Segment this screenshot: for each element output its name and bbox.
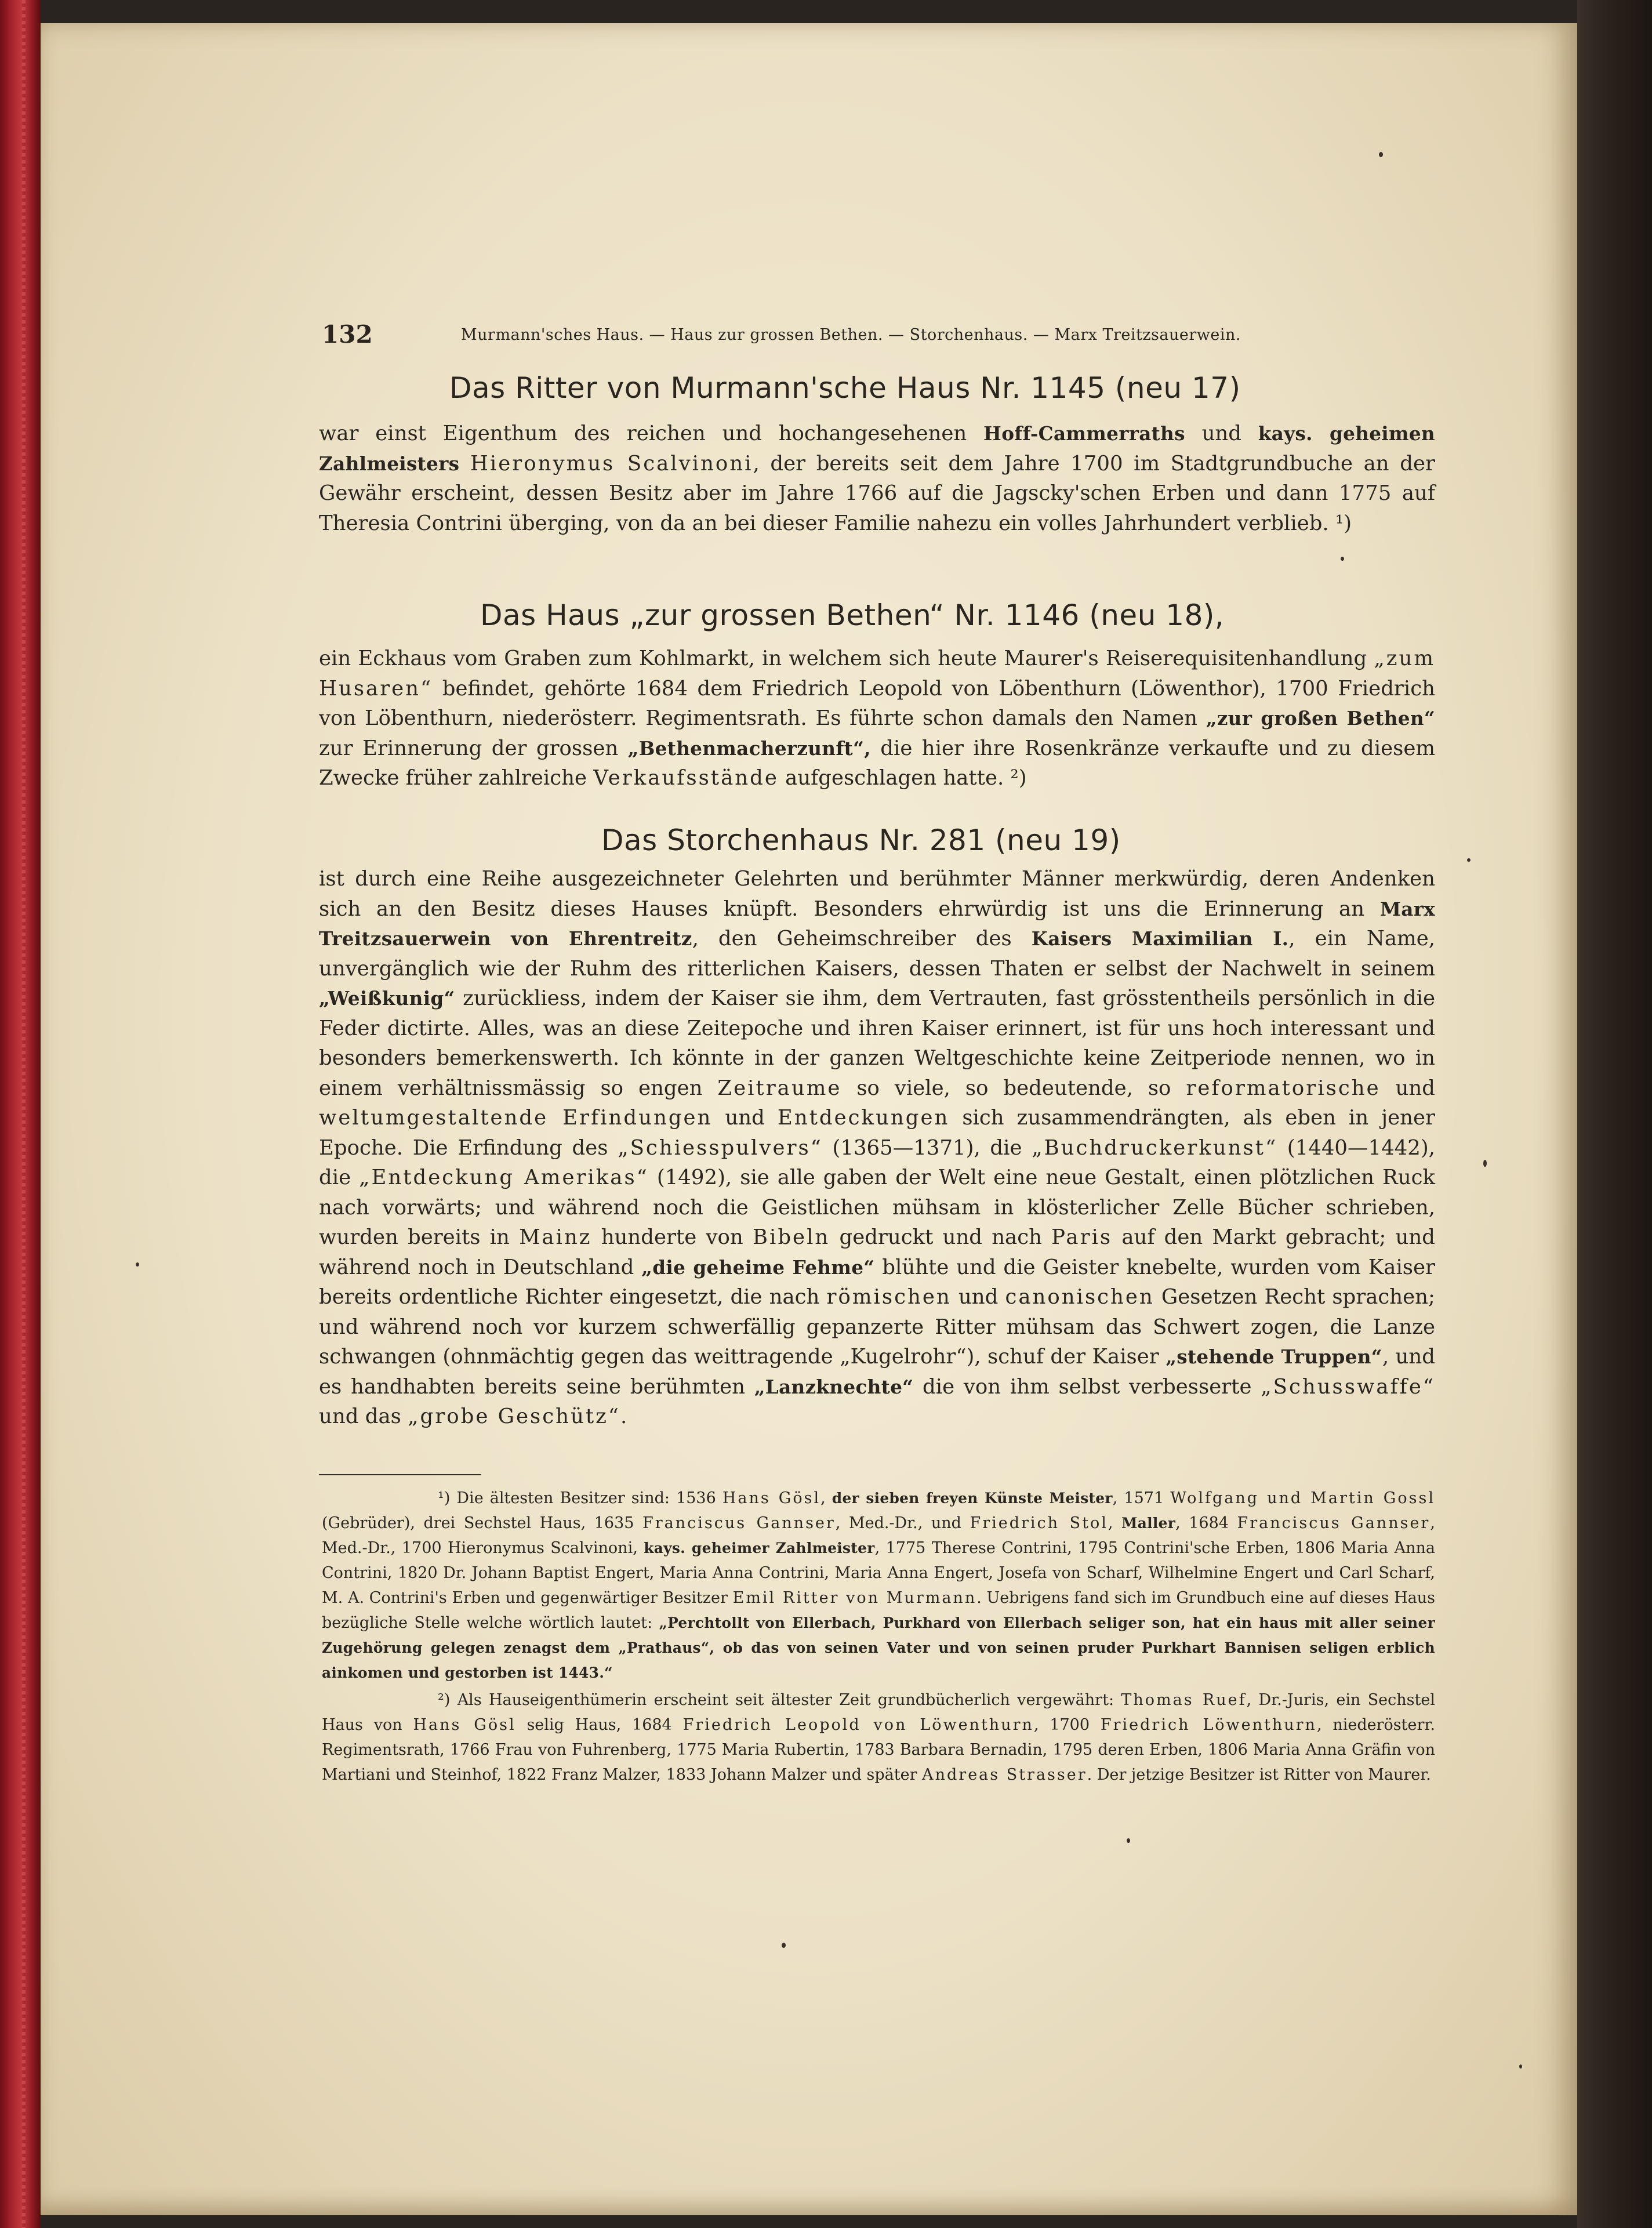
spaced-run: Paris: [1051, 1225, 1113, 1249]
text-run: selig Haus, 1684: [527, 1716, 672, 1734]
paper-speck: [1483, 1160, 1487, 1167]
blackletter-run: „Bethenmacherzunft“,: [627, 736, 871, 760]
text-run: auf den Markt gebracht; und während noch in Deutschland: [319, 1225, 1435, 1279]
paragraph: [319, 419, 1435, 538]
text-run: und das: [319, 1405, 401, 1428]
text-run: und: [958, 1285, 999, 1309]
paper-speck: [1341, 557, 1344, 561]
book-spine-shadow: [1577, 0, 1652, 2228]
paper-speck: [136, 1262, 139, 1267]
spaced-run: Friedrich Löwenthurn: [1100, 1716, 1317, 1734]
text-run: , 1684: [1175, 1514, 1229, 1532]
text-run: , 1571: [1112, 1489, 1164, 1507]
spaced-run: Verkaufsstände: [593, 766, 779, 790]
text-run: ,: [1108, 1514, 1113, 1532]
paper-speck: [1467, 858, 1471, 862]
spaced-run: Andreas Strasser: [922, 1766, 1087, 1784]
text-run: (1440—1442), die: [319, 1135, 1435, 1189]
spaced-run: römischen: [826, 1285, 952, 1309]
blackletter-run: Marx Treitzsauerwein von Ehrentreitz: [319, 897, 1435, 950]
footnotes: [322, 1486, 1435, 1787]
footnote-2: [322, 1688, 1435, 1787]
text-run: , und es handhabten bereits seine berühmten: [319, 1345, 1435, 1399]
spaced-run: Entdeckungen: [777, 1106, 950, 1130]
blackletter-run: „zur großen Bethen“: [1206, 707, 1435, 730]
text-run: . Der jetzige Besitzer ist Ritter von Maurer.: [1087, 1766, 1431, 1784]
text-run: sich zusammendrängten, als eben in jener Epoche. Die Erfindung des: [319, 1106, 1435, 1160]
section-body-bethen: [319, 644, 1435, 793]
text-run: und: [1395, 1076, 1435, 1100]
text-run: , niederösterr. Regimentsrath, 1766 Frau von Fuhrenberg, 1775 Maria Rubertin, 1783 Barbara Bernadin, 1795 deren Erben, 1806 Maria Anna Gräfin von Martiani und Steinhof, 1822 Franz Malzer, 1833 Johann Malzer und später: [322, 1716, 1435, 1784]
text-run: ein Eckhaus vom Graben zum Kohlmarkt, in welchem sich heute Maurer's Reiserequisitenhandlung: [319, 647, 1367, 670]
book-binding-edge: [0, 0, 41, 2228]
text-run: , den Geheimschreiber des: [692, 927, 1012, 950]
spaced-run: „Buchdruckerkunst“: [1032, 1135, 1278, 1160]
text-run: Gesetzen Recht sprachen; und während noch vor kurzem schwerfällig gepanzerte Ritter mühsam das Schwert zogen, die Lanze schwangen (ohnmächtig gegen das weittragende „Kugelrohr“), schuf der Kaiser: [319, 1285, 1435, 1369]
text-run: , Med.-Dr., und: [835, 1514, 961, 1532]
spaced-run: Wolfgang und Martin Gossl: [1170, 1489, 1435, 1507]
blackletter-run: „Perchtollt von Ellerbach, Purkhard von Ellerbach seliger son, hat ein haus mit aller seiner Zugehörung gelegen zenagst dem „Prathaus“, ob das von seinen Vater und von seinen pruder Purkhart Bannisen seligen erblich ainkomen und gestorben ist 1443.“: [322, 1614, 1435, 1681]
spaced-run: Friedrich Leopold von Löwenthurn: [682, 1716, 1034, 1734]
spaced-run: Hans Gösl: [722, 1489, 821, 1507]
text-run: war einst Eigenthum des reichen und hochangesehenen: [319, 422, 967, 445]
section-heading-storchenhaus: Das Storchenhaus Nr. 281 (neu 19): [601, 823, 1121, 857]
blackletter-run: „Weißkunig“: [319, 987, 455, 1010]
text-run: und: [725, 1106, 765, 1130]
paper-speck: [1519, 2064, 1522, 2069]
spaced-run: „Schusswaffe“: [1261, 1374, 1435, 1399]
text-run: die von ihm selbst verbesserte: [922, 1374, 1252, 1399]
text-run: , der bereits seit dem Jahre 1700 im Stadtgrundbuche an der Gewähr erscheint, dessen Besitz aber im Jahre 1766 auf die Jagscky'schen Erben und dann 1775 auf Theresia Contrini überging, von da an bei dieser Familie nahezu ein volles Jahrhundert verblieb. ¹): [319, 451, 1435, 535]
section-heading-murmann: Das Ritter von Murmann'sche Haus Nr. 1145 (neu 17): [449, 371, 1241, 405]
text-run: und: [1201, 422, 1242, 445]
paragraph: [319, 644, 1435, 793]
blackletter-run: kays. geheimer Zahlmeister: [644, 1540, 875, 1556]
spaced-run: canonischen: [1005, 1285, 1154, 1309]
spaced-run: Thomas Ruef: [1121, 1691, 1247, 1709]
paper-speck: [1379, 152, 1383, 157]
text-run: befindet, gehörte 1684 dem Friedrich Leopold von Löbenthurn (Löwenthor), 1700 Friedrich von Löbenthurn, niederösterr. Regimentsrath. Es führte schon damals den Namen: [319, 676, 1435, 730]
text-run: (1365—1371), die: [832, 1135, 1022, 1160]
text-run: , ein Name, unvergänglich wie der Ruhm des ritterlichen Kaisers, dessen Thaten er selbst der Nachwelt in seinem: [319, 927, 1435, 981]
text-run: (1492), sie alle gaben der Welt eine neue Gestalt, einen plötzlichen Ruck nach vorwärts; und während noch die Geistlichen mühsam in klösterlicher Zelle Bücher schrieben, wurden bereits in: [319, 1166, 1436, 1249]
running-head: Murmann'sches Haus. — Haus zur grossen Bethen. — Storchenhaus. — Marx Treitzsauerwein.: [461, 326, 1241, 344]
text-run: so viele, so bedeutende, so: [856, 1076, 1171, 1100]
spaced-run: reformatorische: [1186, 1076, 1381, 1100]
text-run: ²) Als Hauseigenthümerin erscheint seit ältester Zeit grundbücherlich vergewährt:: [438, 1691, 1114, 1709]
text-run: ist durch eine Reihe ausgezeichneter Gelehrten und berühmter Männer merkwürdig, deren Andenken sich an den Besitz dieses Hauses knüpft. Besonders ehrwürdig ist uns die Erinnerung an: [319, 867, 1435, 921]
spaced-run: Hans Gösl: [413, 1716, 516, 1734]
text-run: die hier ihre Rosenkränze verkaufte und zu diesem Zwecke früher zahlreiche: [319, 736, 1435, 790]
text-run: , 1775 Therese Contrini, 1795 Contrini'sche Erben, 1806 Maria Anna Contrini, 1820 Dr. Johann Baptist Engert, Maria Anna Contrini, Maria Anna Engert, Josefa von Scharf, Wilhelmine Engert und Carl Scharf, M. A. Contrini's Erben und gegenwärtiger Besitzer: [322, 1539, 1435, 1607]
text-run: . Uebrigens fand sich im Grundbuch eine auf dieses Haus bezügliche Stelle welche wörtlich lautet:: [322, 1589, 1435, 1632]
text-run: , Med.-Dr., 1700 Hieronymus Scalvinoni,: [322, 1514, 1435, 1557]
section-body-murmann: [319, 419, 1435, 538]
text-run: aufgeschlagen hatte. ²): [785, 766, 1027, 790]
text-run: , Dr.-Juris, ein Sechstel Haus von: [322, 1691, 1435, 1734]
spaced-run: Emil Ritter von Murmann: [732, 1589, 977, 1607]
paper-speck: [782, 1943, 786, 1948]
spaced-run: Franciscus Gannser: [642, 1514, 836, 1532]
spaced-run: Franciscus Gannser: [1237, 1514, 1430, 1532]
footnote-1: [322, 1486, 1435, 1685]
blackletter-run: Kaisers Maximilian I.: [1031, 927, 1289, 950]
section-body-storchenhaus: [319, 864, 1435, 1432]
spaced-run: „zum Husaren“: [319, 647, 1435, 701]
spaced-run: „Entdeckung Amerikas“: [359, 1166, 649, 1189]
text-run: zur Erinnerung der grossen: [319, 736, 619, 760]
paper-speck: [1127, 1838, 1130, 1843]
text-run: hunderte von: [601, 1225, 743, 1249]
blackletter-run: Maller: [1121, 1515, 1176, 1532]
spaced-run: Friedrich Stol: [970, 1514, 1108, 1532]
text-run: (Gebrüder), drei Sechstel Haus, 1635: [322, 1514, 634, 1532]
spaced-run: Bibeln: [752, 1225, 830, 1249]
footnote-rule: [319, 1474, 481, 1475]
spaced-run: Mainz: [519, 1225, 592, 1249]
blackletter-run: „die geheime Fehme“: [641, 1255, 875, 1279]
spaced-run: Hieronymus Scalvinoni: [470, 451, 753, 476]
text-run: blühte und die Geister knebelte, wurden vom Kaiser bereits ordentliche Richter eingesetzt, die nach: [319, 1255, 1435, 1309]
text-run: gedruckt und nach: [839, 1225, 1042, 1249]
text-run: zurückliess, indem der Kaiser sie ihm, dem Vertrauten, fast grösstentheils persönlich in die Feder dictirte. Alles, was an diese Zeitepoche und ihren Kaiser erinnert, ist für uns hoch interessant und besonders bemerkenswerth. Ich könnte in der ganzen Weltgeschichte keine Zeitperiode nennen, wo in einem verhältnissmässig so engen: [319, 986, 1435, 1100]
spaced-run: „grobe Geschütz“: [408, 1405, 620, 1428]
blackletter-run: „stehende Truppen“: [1166, 1345, 1382, 1368]
page-header: [322, 320, 1308, 355]
text-run: , 1700: [1033, 1716, 1090, 1734]
blackletter-run: kays. geheimen Zahlmeisters: [319, 422, 1435, 475]
text-run: .: [620, 1405, 627, 1428]
spaced-run: Zeitraume: [717, 1076, 842, 1100]
spaced-run: weltumgestaltende Erfindungen: [319, 1106, 713, 1130]
blackletter-run: „Lanzknechte“: [754, 1375, 914, 1398]
text-run: ¹) Die ältesten Besitzer sind: 1536: [438, 1489, 716, 1507]
blackletter-run: der sieben freyen Künste Meister: [832, 1490, 1113, 1507]
text-run: ,: [820, 1489, 826, 1507]
page-number: 132: [322, 320, 373, 349]
blackletter-run: Hoff-Cammerraths: [983, 422, 1185, 445]
spaced-run: „Schiesspulvers“: [618, 1135, 823, 1160]
paragraph: [319, 864, 1435, 1432]
section-heading-bethen: Das Haus „zur grossen Bethen“ Nr. 1146 (neu 18),: [480, 598, 1225, 632]
